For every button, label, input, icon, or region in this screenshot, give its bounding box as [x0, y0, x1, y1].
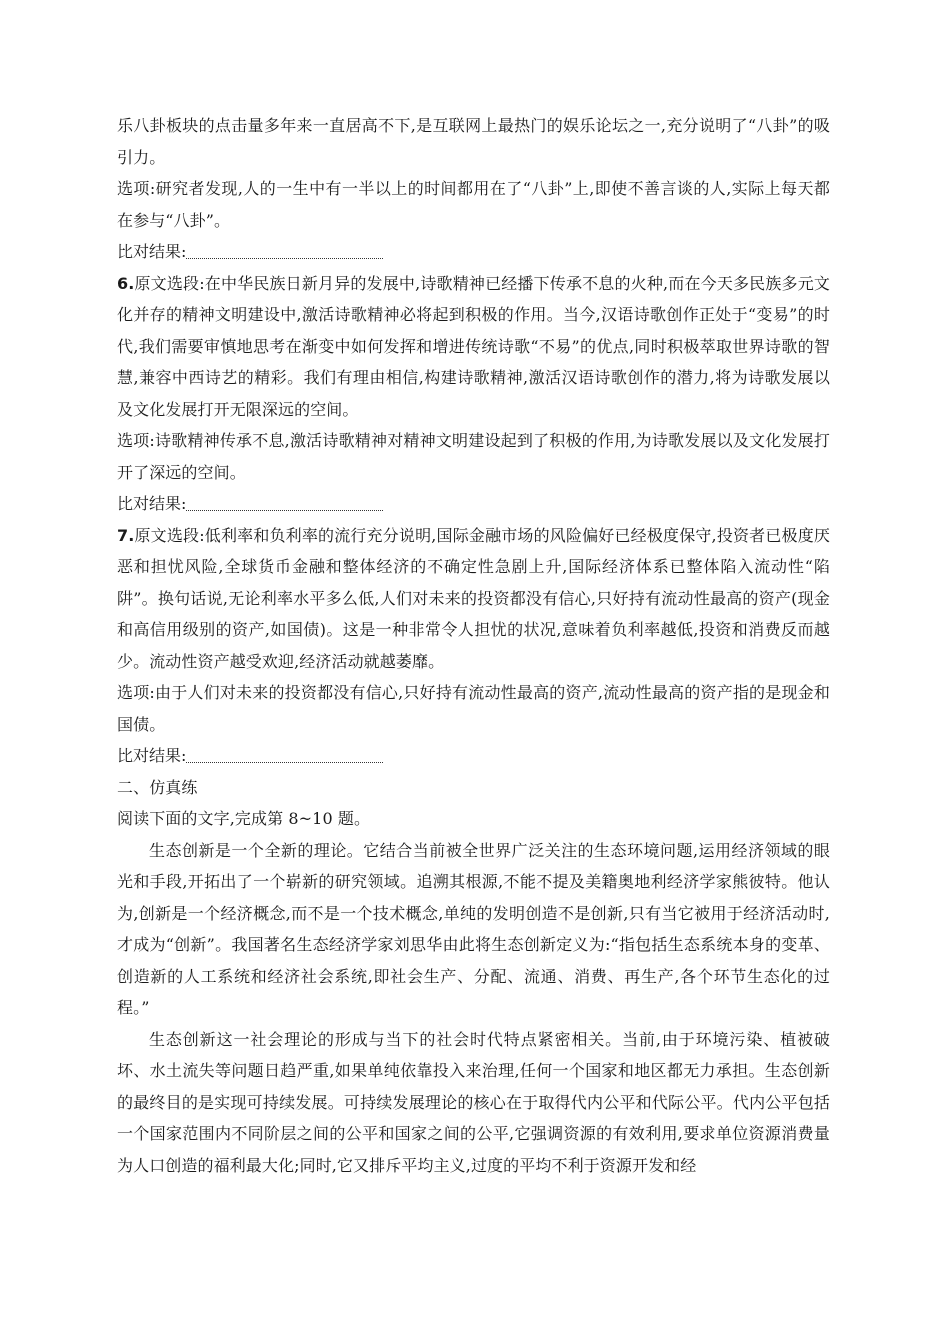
q6-source: [117, 268, 830, 426]
q6-compare-row: [117, 488, 830, 520]
section2-instruction: 阅读下面的文字,完成第 8~10 题。: [117, 809, 371, 828]
q7-source-text: 原文选段:低利率和负利率的流行充分说明,国际金融市场的风险偏好已经极度保守,投资者已极度厌恶和担忧风险,全球货币金融和整体经济的不确定性急剧上升,国际经济体系已整体陷入流动性“陷阱”。换句话说,无论利率水平多么低,人们对未来的投资都没有信心,只好持有流动性最高的资产(现金和高信用级别的资产,如国债)。这是一种非常令人担忧的状况,意味着负利率越低,投资和消费反而越少。流动性资产越受欢迎,经济活动就越萎靡。: [117, 525, 830, 671]
q7-compare-label: 比对结果:: [117, 746, 187, 765]
q6-compare-label: 比对结果:: [117, 494, 187, 513]
q5-option: 选项:研究者发现,人的一生中有一半以上的时间都用在了“八卦”上,即使不善言谈的人,实际上每天都在参与“八卦”。: [117, 179, 830, 230]
document-page: [117, 110, 830, 1181]
q7-source: [117, 520, 830, 678]
q7-number: 7.: [117, 525, 135, 545]
q6-answer-blank[interactable]: [186, 509, 383, 511]
q7-compare-row: [117, 740, 830, 772]
q7-answer-blank[interactable]: [186, 761, 383, 763]
q6-source-text: 原文选段:在中华民族日新月异的发展中,诗歌精神已经播下传承不息的火种,而在今天多民族多元文化并存的精神文明建设中,激活诗歌精神必将起到积极的作用。当今,汉语诗歌创作正处于“变易”的时代,我们需要审慎地思考在渐变中如何发挥和增进传统诗歌“不易”的优点,同时积极萃取世界诗歌的智慧,兼容中西诗艺的精彩。我们有理由相信,构建诗歌精神,激活汉语诗歌创作的潜力,将为诗歌发展以及文化发展打开无限深远的空间。: [117, 273, 830, 419]
section2-heading: 二、仿真练: [117, 777, 198, 797]
reading-paragraph-1: 生态创新是一个全新的理论。它结合当前被全世界广泛关注的生态环境问题,运用经济领域的眼光和手段,开拓出了一个崭新的研究领域。追溯其根源,不能不提及美籍奥地利经济学家熊彼特。他认为,创新是一个经济概念,而不是一个技术概念,单纯的发明创造不是创新,只有当它被用于经济活动时,才成为“创新”。我国著名生态经济学家刘思华由此将生态创新定义为:“指包括生态系统本身的变革、创造新的人工系统和经济社会系统,即社会生产、分配、流通、消费、再生产,各个环节生态化的过程。”: [117, 840, 830, 1017]
intro-continuation: 乐八卦板块的点击量多年来一直居高不下,是互联网上最热门的娱乐论坛之一,充分说明了“八卦”的吸引力。: [117, 116, 830, 167]
q5-compare-row: [117, 236, 830, 268]
reading-paragraph-2: 生态创新这一社会理论的形成与当下的社会时代特点紧密相关。当前,由于环境污染、植被破坏、水土流失等问题日趋严重,如果单纯依靠投入来治理,任何一个国家和地区都无力承担。生态创新的最终目的是实现可持续发展。可持续发展理论的核心在于取得代内公平和代际公平。代内公平包括一个国家范围内不同阶层之间的公平和国家之间的公平,它强调资源的有效利用,要求单位资源消费量为人口创造的福利最大化;同时,它又排斥平均主义,过度的平均不利于资源开发和经: [117, 1029, 830, 1175]
q7-option: 选项:由于人们对未来的投资都没有信心,只好持有流动性最高的资产,流动性最高的资产指的是现金和国债。: [117, 683, 830, 734]
q6-number: 6.: [117, 273, 135, 293]
q5-answer-blank[interactable]: [186, 257, 383, 259]
q6-option: 选项:诗歌精神传承不息,激活诗歌精神对精神文明建设起到了积极的作用,为诗歌发展以及文化发展打开了深远的空间。: [117, 431, 830, 482]
q5-compare-label: 比对结果:: [117, 242, 187, 261]
